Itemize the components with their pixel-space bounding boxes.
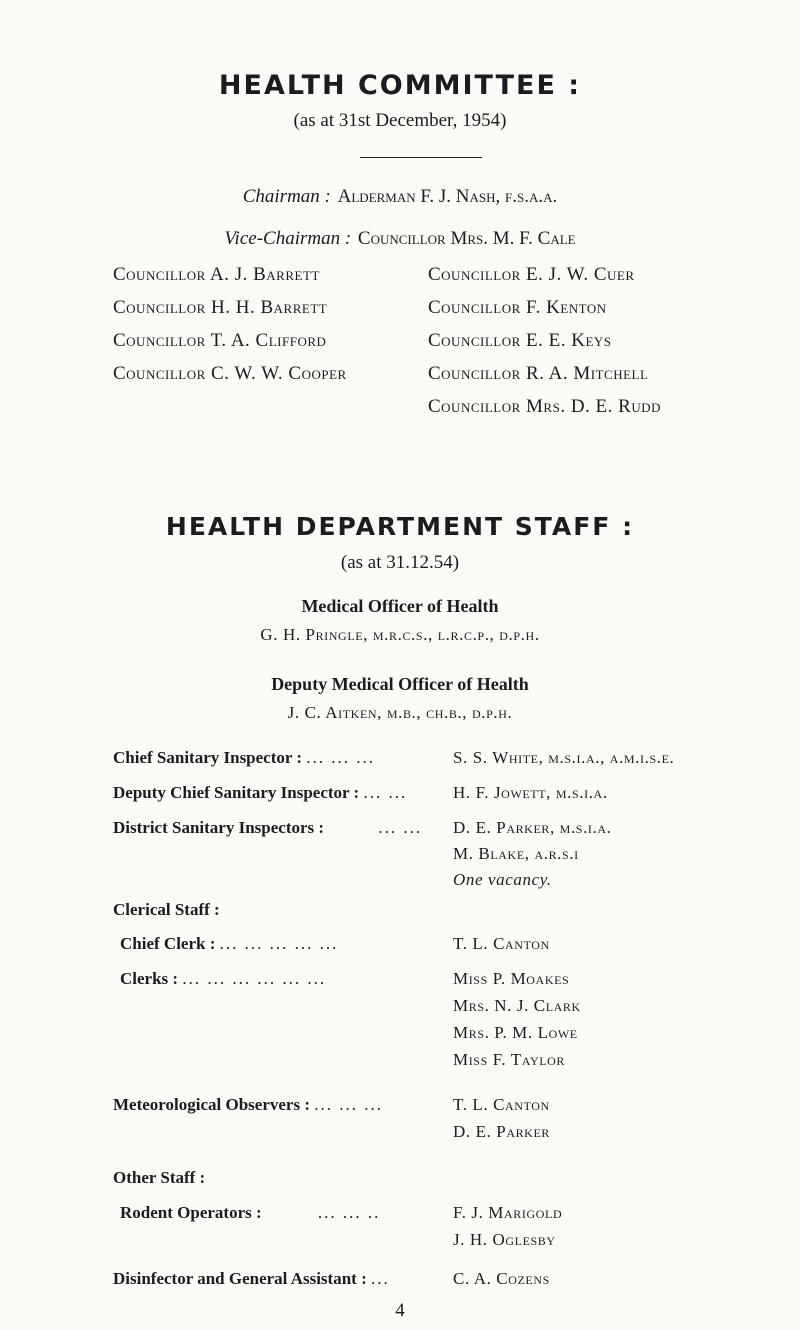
clerical-label: Clerical Staff : xyxy=(113,900,220,919)
clerks-label: Clerks : ... ... ... ... ... ... xyxy=(120,969,327,988)
chief-sanitary-label: Chief Sanitary Inspector : ... ... ... xyxy=(113,748,376,767)
leader-dots: ... ... ... ... ... ... xyxy=(182,969,327,988)
committee-title: HEALTH COMMITTEE : xyxy=(218,70,582,101)
vice-chairman-label: Vice-Chairman : xyxy=(224,228,352,249)
staff-title: HEALTH DEPARTMENT STAFF : xyxy=(165,512,635,541)
member-left: Councillor A. J. Barrett xyxy=(113,264,320,285)
leader-dots: ... xyxy=(371,1269,390,1288)
chairman-label: Chairman : xyxy=(242,186,331,207)
member-right: Councillor R. A. Mitchell xyxy=(428,363,649,384)
clerk-name: Mrs. N. J. Clark xyxy=(453,996,581,1015)
rodent-label: Rodent Operators : ... ... .. xyxy=(120,1203,381,1222)
member-left: Councillor H. H. Barrett xyxy=(113,297,328,318)
member-left: Councillor C. W. W. Cooper xyxy=(113,363,347,384)
leader-dots: ... ... ... ... ... xyxy=(219,934,339,953)
district-label: District Sanitary Inspectors : ... ... xyxy=(113,818,423,837)
staff-date: (as at 31.12.54) xyxy=(340,552,460,573)
page-number: 4 xyxy=(395,1300,405,1321)
deputy-moh-name: J. C. Aitken, m.b., ch.b., d.p.h. xyxy=(287,703,513,722)
member-right: Councillor Mrs. D. E. Rudd xyxy=(428,396,661,417)
deputy-sanitary-label: Deputy Chief Sanitary Inspector : ... ... xyxy=(113,783,408,802)
vice-chairman-line xyxy=(0,228,800,250)
disinfector-label: Disinfector and General Assistant : ... xyxy=(113,1269,390,1288)
committee-date: (as at 31st December, 1954) xyxy=(293,110,507,131)
member-right: Councillor F. Kenton xyxy=(428,297,607,318)
leader-dots: ... ... xyxy=(363,783,408,802)
chief-clerk-label: Chief Clerk : ... ... ... ... ... xyxy=(120,934,339,953)
other-staff-label: Other Staff : xyxy=(113,1168,206,1187)
chairman-name: Alderman F. J. Nash, f.s.a.a. xyxy=(337,186,558,207)
divider-rule xyxy=(360,157,482,158)
district-vacancy: One vacancy. xyxy=(453,870,552,889)
member-left: Councillor T. A. Clifford xyxy=(113,330,327,351)
moh-heading: Medical Officer of Health xyxy=(301,596,499,616)
chairman-line xyxy=(0,186,800,208)
moh-name: G. H. Pringle, m.r.c.s., l.r.c.p., d.p.h. xyxy=(260,625,540,644)
clerk-name: Miss P. Moakes xyxy=(453,969,570,988)
disinfector-name: C. A. Cozens xyxy=(453,1269,550,1288)
district-name: M. Blake, a.r.s.i xyxy=(453,844,579,863)
leader-dots: ... ... xyxy=(378,818,423,837)
deputy-sanitary-name: H. F. Jowett, m.s.i.a. xyxy=(453,783,608,802)
rodent-name: J. H. Oglesby xyxy=(453,1230,556,1249)
district-name: D. E. Parker, m.s.i.a. xyxy=(453,818,612,837)
member-right: Councillor E. J. W. Cuer xyxy=(428,264,635,285)
clerk-name: Miss F. Taylor xyxy=(453,1050,566,1069)
leader-dots: ... ... .. xyxy=(317,1203,381,1222)
met-name: D. E. Parker xyxy=(453,1122,550,1141)
deputy-moh-heading: Deputy Medical Officer of Health xyxy=(271,674,529,694)
met-name: T. L. Canton xyxy=(453,1095,550,1114)
chief-sanitary-name: S. S. White, m.s.i.a., a.m.i.s.e. xyxy=(453,748,675,767)
vice-chairman-name: Councillor Mrs. M. F. Cale xyxy=(357,228,576,249)
clerk-name: Mrs. P. M. Lowe xyxy=(453,1023,578,1042)
leader-dots: ... ... ... xyxy=(314,1095,384,1114)
met-label: Meteorological Observers : ... ... ... xyxy=(113,1095,384,1114)
rodent-name: F. J. Marigold xyxy=(453,1203,563,1222)
member-right: Councillor E. E. Keys xyxy=(428,330,612,351)
leader-dots: ... ... ... xyxy=(306,748,376,767)
chief-clerk-name: T. L. Canton xyxy=(453,934,550,953)
